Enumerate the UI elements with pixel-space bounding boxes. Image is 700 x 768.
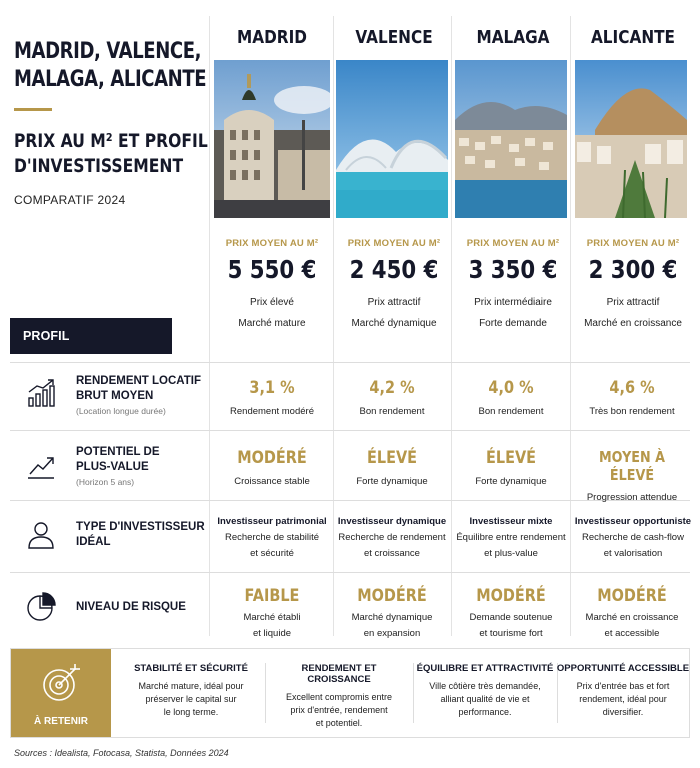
risque-text: et accessible [604, 628, 660, 639]
city-column-alicante [575, 16, 691, 334]
retenir-column [121, 663, 261, 719]
type-title: Investisseur opportuniste [574, 516, 692, 527]
risque-text: Marché dynamique [351, 612, 433, 623]
type-text: et valorisation [603, 548, 663, 559]
row-divider [10, 430, 690, 431]
city-photo-alicante [575, 60, 691, 218]
price-desc-line: Prix attractif [606, 297, 660, 308]
type-text: et sécurité [250, 548, 294, 559]
comparatif-label: COMPARATIF 2024 [14, 193, 126, 207]
gold-divider [14, 108, 52, 111]
row-title-potentiel [76, 445, 160, 475]
price-desc-line: Prix intermédiaire [474, 297, 552, 308]
retenir-column-text: diversifier. [602, 707, 644, 717]
row-title-line: POTENTIEL DE [76, 446, 160, 458]
type-cell-madrid [212, 514, 332, 562]
retenir-divider [413, 663, 414, 723]
rendement-text: Rendement modéré [230, 406, 314, 417]
main-title-line1: MADRID, VALENCE, [14, 39, 202, 64]
row-title-line: TYPE D'INVESTISSEUR [76, 521, 205, 533]
retenir-column-text: et potentiel. [315, 718, 363, 728]
type-title: Investisseur dynamique [337, 516, 447, 527]
rendement-cell-valence [334, 378, 450, 420]
city-photo-valence [336, 60, 452, 218]
potentiel-cell-madrid [214, 448, 330, 490]
retenir-column-title: STABILITÉ ET SÉCURITÉ [134, 663, 248, 674]
rendement-cell-alicante [574, 378, 690, 420]
city-photo-malaga [455, 60, 571, 218]
rendement-text: Bon rendement [359, 406, 425, 417]
row-subtitle-potentiel: (Horizon 5 ans) [76, 477, 135, 487]
row-title-line: BRUT MOYEN [76, 390, 154, 402]
retenir-badge [11, 649, 111, 737]
city-column-madrid [214, 16, 330, 334]
retenir-column-text: prix d'entrée, rendement [290, 705, 388, 715]
price-label: PRIX MOYEN AU M² [466, 238, 560, 249]
type-text: Recherche de stabilité [225, 532, 319, 543]
price-label: PRIX MOYEN AU M² [225, 238, 319, 249]
price-label: PRIX MOYEN AU M² [586, 238, 680, 249]
risque-cell-valence [334, 586, 450, 642]
price-value: 2 450 € [349, 255, 439, 284]
city-name: ALICANTE [590, 27, 676, 48]
user-icon [26, 520, 56, 550]
type-text: et croissance [364, 548, 420, 559]
column-divider [209, 16, 210, 636]
retenir-label: À RETENIR [34, 716, 88, 727]
pie-chart-icon [26, 592, 56, 622]
retenir-column-title: RENDEMENT ET CROISSANCE [301, 663, 377, 685]
risque-text: et tourisme fort [479, 628, 543, 639]
price-description [336, 292, 452, 334]
retenir-column-text: le long terme. [163, 707, 219, 717]
city-name: MALAGA [476, 27, 550, 48]
risque-value: MODÉRÉ [476, 586, 546, 606]
retenir-column-text: Marché mature, idéal pour [138, 681, 244, 691]
risque-text: en expansion [363, 628, 421, 639]
row-title-line: IDÉAL [76, 536, 111, 548]
retenir-column-title: OPPORTUNITÉ ACCESSIBLE [556, 663, 690, 674]
risque-text: Marché en croissance [585, 612, 679, 623]
city-column-valence [336, 16, 452, 334]
row-divider [10, 362, 690, 363]
rendement-value: 3,1 % [249, 378, 295, 398]
risque-cell-alicante [574, 586, 690, 642]
type-text: Recherche de rendement [338, 532, 446, 543]
potentiel-value: MODÉRÉ [237, 448, 307, 468]
row-title-line: RENDEMENT LOCATIF [76, 375, 202, 387]
price-description [214, 292, 330, 334]
risque-value: MODÉRÉ [597, 586, 667, 606]
price-value: 5 550 € [227, 255, 317, 284]
risque-text: Demande soutenue [469, 612, 553, 623]
type-title: Investisseur mixte [469, 516, 553, 527]
type-cell-alicante [572, 514, 694, 562]
potentiel-value: MOYEN À ÉLEVÉ [598, 448, 665, 484]
rendement-text: Bon rendement [478, 406, 544, 417]
row-title-type [76, 520, 205, 550]
type-cell-valence [332, 514, 452, 562]
potentiel-text: Forte dynamique [356, 476, 428, 487]
row-title-risque: NIVEAU DE RISQUE [76, 601, 186, 613]
risque-text: Marché établi [243, 612, 301, 623]
retenir-column-title: ÉQUILIBRE ET ATTRACTIVITÉ [416, 663, 554, 674]
retenir-column-text: Prix d'entrée bas et fort [576, 681, 670, 691]
price-desc-line: Marché mature [238, 318, 306, 329]
row-divider [10, 572, 690, 573]
target-icon [41, 663, 81, 708]
retenir-band [10, 648, 690, 738]
price-description [575, 292, 691, 334]
potentiel-cell-alicante [570, 448, 694, 506]
retenir-column [415, 663, 555, 719]
price-desc-line: Prix attractif [367, 297, 421, 308]
city-name: MADRID [237, 27, 307, 48]
risque-text: et liquide [252, 628, 292, 639]
price-description [455, 292, 571, 334]
price-value: 2 300 € [588, 255, 678, 284]
risque-value: MODÉRÉ [357, 586, 427, 606]
risque-cell-malaga [453, 586, 569, 642]
retenir-column-text: rendement, idéal pour [579, 694, 667, 704]
type-text: Équilibre entre rendement [456, 532, 566, 543]
profil-investissement-header: PROFIL D'INVESTISSEMENT [10, 318, 172, 354]
subtitle-line2: D'INVESTISSEMENT [14, 155, 184, 177]
potentiel-value: ÉLEVÉ [366, 448, 417, 468]
potentiel-text: Forte dynamique [475, 476, 547, 487]
type-text: et plus-value [484, 548, 538, 559]
city-column-malaga [455, 16, 571, 334]
price-desc-line: Prix élevé [250, 297, 294, 308]
risque-cell-madrid [214, 586, 330, 642]
price-desc-line: Forte demande [479, 318, 547, 329]
retenir-column [553, 663, 693, 719]
retenir-column [269, 663, 409, 730]
retenir-column-text: préserver le capital sur [145, 694, 237, 704]
bar-chart-icon [26, 378, 56, 408]
retenir-column-text: Ville côtière très demandée, [429, 681, 541, 691]
price-desc-line: Marché dynamique [351, 318, 437, 329]
retenir-column-text: performance. [458, 707, 512, 717]
rendement-value: 4,2 % [369, 378, 415, 398]
price-desc-line: Marché en croissance [584, 318, 682, 329]
price-label: PRIX MOYEN AU M² [347, 238, 441, 249]
risque-value: FAIBLE [244, 586, 300, 606]
sources-note: Sources : Idealista, Fotocasa, Statista, Données 2024 [14, 748, 229, 758]
city-photo-madrid [214, 60, 330, 218]
rendement-value: 4,6 % [609, 378, 655, 398]
subtitle-line1: PRIX AU M² ET PROFIL [14, 130, 208, 152]
type-cell-malaga [451, 514, 571, 562]
row-title-line: PLUS-VALUE [76, 461, 149, 473]
potentiel-value: ÉLEVÉ [485, 448, 536, 468]
retenir-column-text: Excellent compromis entre [285, 692, 393, 702]
type-title: Investisseur patrimonial [217, 516, 327, 527]
main-title-line2: MALAGA, ALICANTE [14, 67, 207, 92]
row-title-rendement [76, 374, 201, 404]
trend-up-icon [26, 450, 56, 480]
potentiel-text: Progression attendue [586, 492, 678, 503]
retenir-divider [265, 663, 266, 723]
potentiel-text: Croissance stable [234, 476, 310, 487]
rendement-value: 4,0 % [488, 378, 534, 398]
title-block [14, 38, 208, 207]
rendement-cell-madrid [214, 378, 330, 420]
row-subtitle-rendement: (Location longue durée) [76, 406, 166, 416]
retenir-column-text: alliant qualité de vie et [440, 694, 530, 704]
price-value: 3 350 € [468, 255, 558, 284]
rendement-cell-malaga [453, 378, 569, 420]
rendement-text: Très bon rendement [589, 406, 675, 417]
city-name: VALENCE [355, 27, 433, 48]
potentiel-cell-malaga [453, 448, 569, 490]
potentiel-cell-valence [334, 448, 450, 490]
type-text: Recherche de cash-flow [582, 532, 684, 543]
